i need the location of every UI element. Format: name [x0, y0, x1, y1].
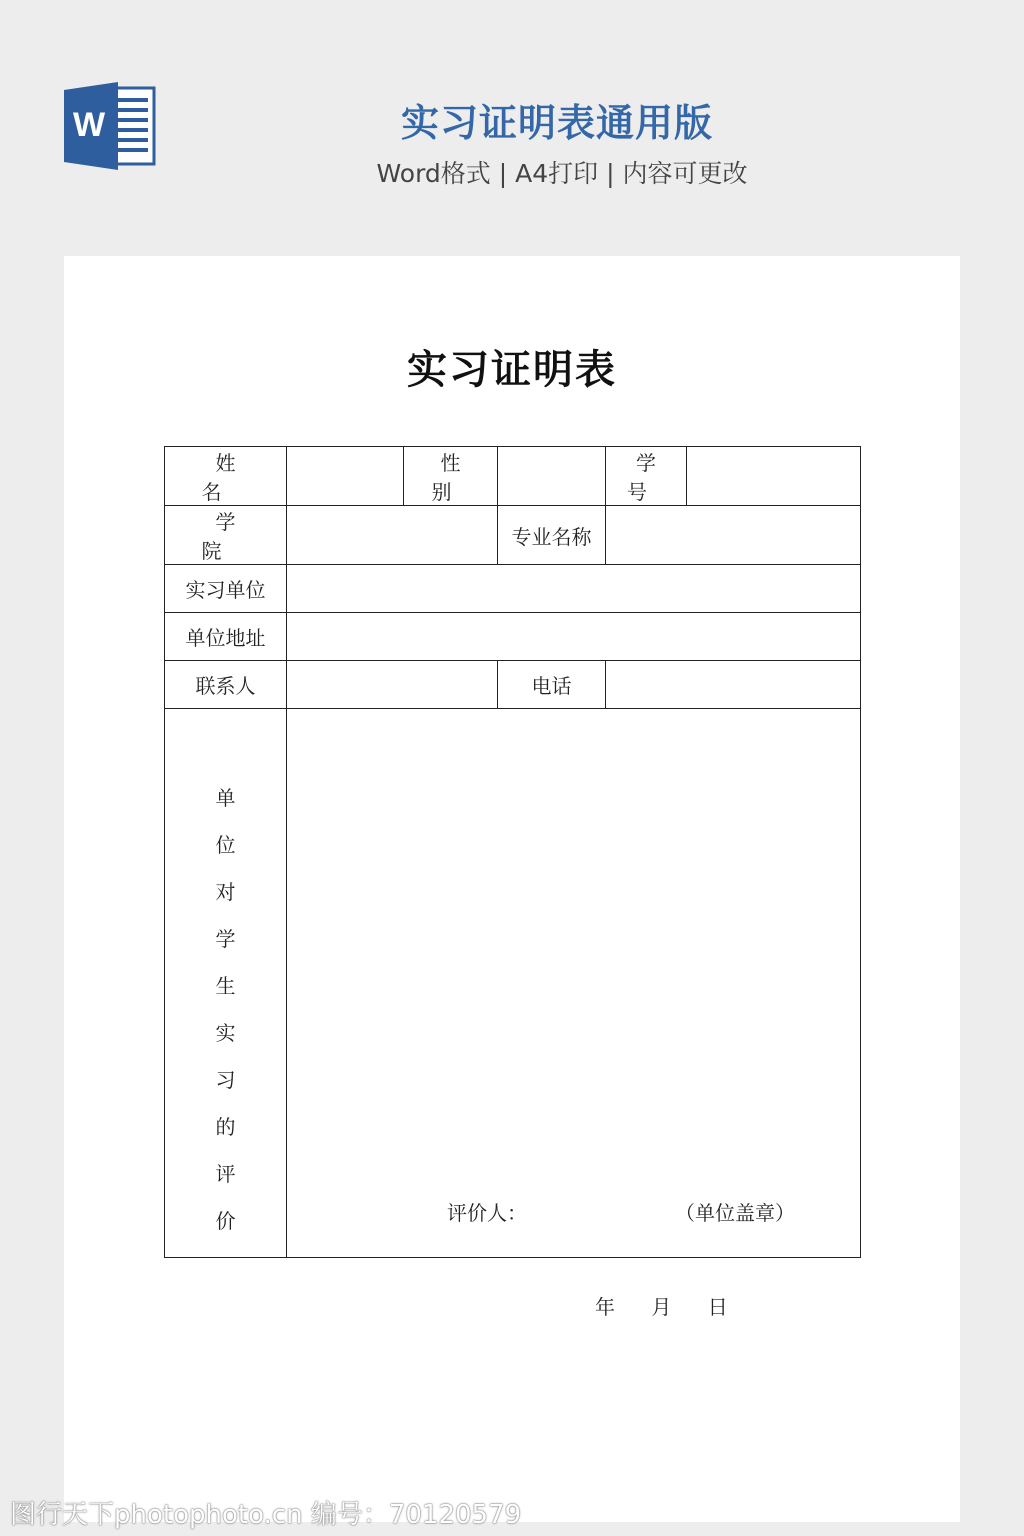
evaluation-char: 实 [215, 1021, 236, 1045]
gender-field[interactable] [498, 447, 606, 506]
unit-address-label: 单位地址 [165, 613, 287, 661]
evaluation-char: 评 [215, 1162, 236, 1186]
college-field[interactable] [287, 506, 498, 565]
evaluation-char: 单 [215, 786, 236, 810]
evaluation-label [165, 709, 287, 1258]
table-row [165, 709, 861, 1258]
name-field[interactable] [287, 447, 404, 506]
internship-unit-label: 实习单位 [165, 565, 287, 613]
day-label: 日 [707, 1295, 728, 1319]
unit-address-field[interactable] [287, 613, 861, 661]
month-label: 月 [651, 1295, 672, 1319]
evaluation-char: 价 [215, 1209, 236, 1233]
stamp-label: （单位盖章） [675, 1201, 795, 1225]
gender-label: 性别 [404, 447, 498, 506]
banner-title: 实习证明表通用版 [400, 101, 713, 145]
evaluation-char: 习 [215, 1068, 236, 1092]
phone-field[interactable] [606, 661, 861, 709]
evaluator-label: 评价人： [447, 1201, 527, 1225]
date-line [595, 1291, 758, 1320]
banner-subtitle: Word格式 | A4打印 | 内容可更改 [376, 159, 748, 188]
evaluation-char: 位 [215, 833, 236, 857]
contact-field[interactable] [287, 661, 498, 709]
college-label: 学院 [165, 506, 287, 565]
document-title: 实习证明表 [407, 347, 617, 393]
evaluation-char: 的 [215, 1115, 236, 1139]
table-row [165, 506, 861, 565]
watermark: 图行天下photophoto.cn 编号：70120579 [10, 1500, 522, 1530]
phone-label: 电话 [498, 661, 606, 709]
student-id-field[interactable] [687, 447, 861, 506]
table-row [165, 661, 861, 709]
major-label: 专业名称 [498, 506, 606, 565]
evaluation-char: 学 [215, 927, 236, 951]
contact-label: 联系人 [165, 661, 287, 709]
table-row [165, 447, 861, 506]
student-id-label: 学号 [606, 447, 687, 506]
year-label: 年 [595, 1295, 615, 1319]
internship-unit-field[interactable] [287, 565, 861, 613]
word-icon-letter: W [72, 106, 106, 144]
internship-form-table [164, 446, 861, 1319]
evaluation-char: 生 [215, 974, 236, 998]
major-field[interactable] [606, 506, 861, 565]
evaluation-field[interactable] [287, 709, 861, 1319]
table-row [165, 565, 861, 613]
name-label: 姓名 [165, 447, 287, 506]
evaluation-char: 对 [215, 880, 236, 904]
table-row [165, 613, 861, 661]
